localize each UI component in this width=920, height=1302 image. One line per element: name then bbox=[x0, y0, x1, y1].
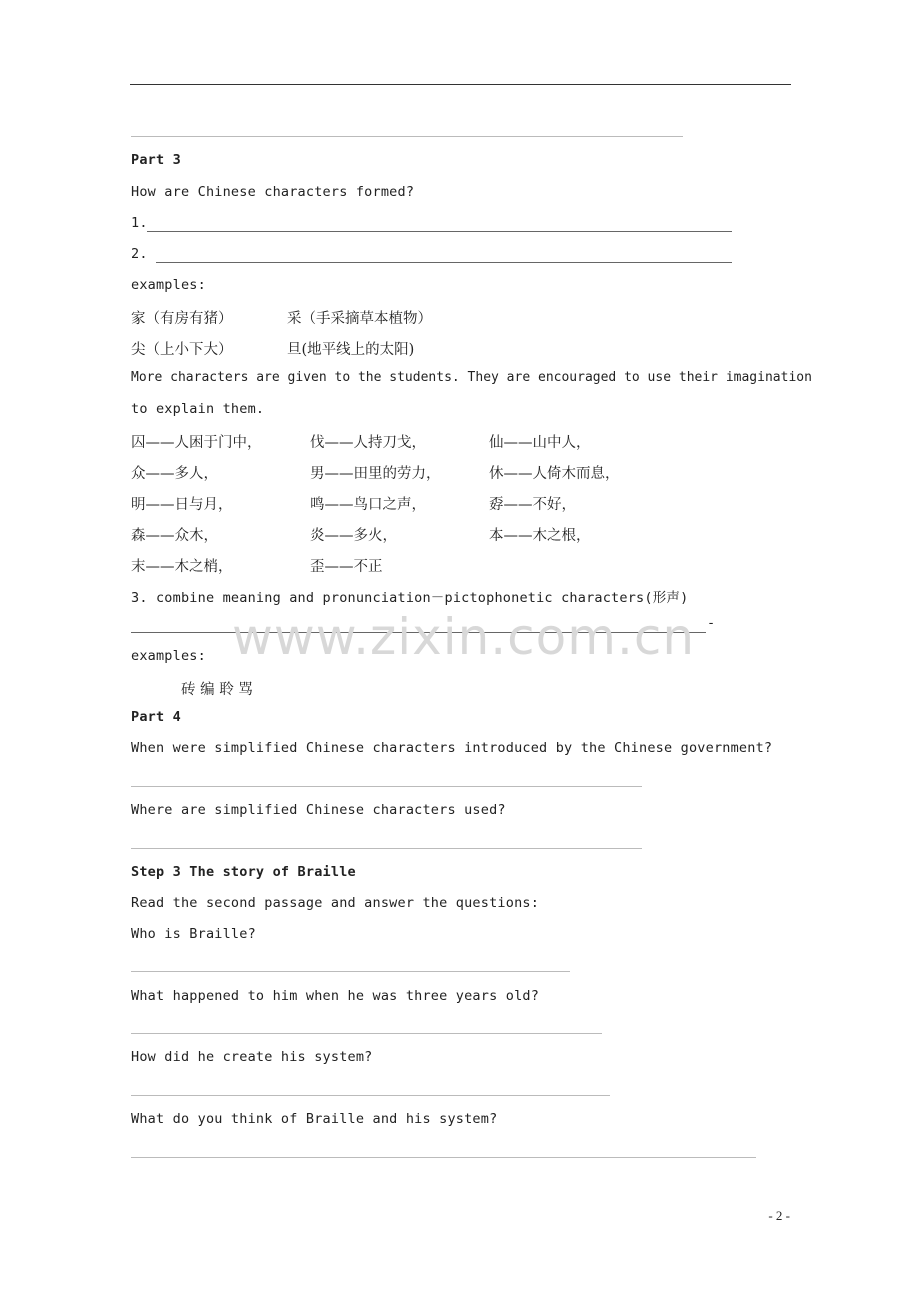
grid-cell: 仙——山中人， bbox=[489, 435, 591, 451]
paragraph-line: More characters are given to the students. They are encouraged to use their imagination bbox=[131, 370, 812, 385]
grid-cell: 末——木之梢， bbox=[131, 559, 233, 575]
answer-line bbox=[131, 971, 570, 972]
question: Where are simplified Chinese characters used? bbox=[131, 802, 506, 818]
example-item: 家（有房有猪） bbox=[131, 311, 233, 327]
instruction: Read the second passage and answer the questions: bbox=[131, 895, 540, 911]
part3-question: How are Chinese characters formed? bbox=[131, 184, 415, 200]
header-rule bbox=[130, 84, 791, 85]
item-2-label: 2. bbox=[131, 246, 148, 262]
grid-cell: 鸣——鸟口之声， bbox=[310, 497, 426, 513]
part3-heading: Part 3 bbox=[131, 152, 181, 168]
examples-label: examples: bbox=[131, 648, 206, 664]
grid-cell: 伐——人持刀戈， bbox=[310, 435, 426, 451]
grid-cell: 囚——人困于门中， bbox=[131, 435, 262, 451]
answer-line bbox=[131, 136, 683, 137]
grid-cell: 森——众木， bbox=[131, 528, 218, 544]
question: When were simplified Chinese characters introduced by the Chinese government? bbox=[131, 740, 773, 756]
grid-cell: 本——木之根， bbox=[489, 528, 591, 544]
answer-line bbox=[156, 262, 732, 263]
example-item: 尖（上小下大） bbox=[131, 342, 233, 358]
grid-cell: 炎——多火， bbox=[310, 528, 397, 544]
paragraph-line: to explain them. bbox=[131, 401, 265, 417]
example-item: 采（手采摘草本植物） bbox=[287, 311, 432, 327]
example-characters: 砖 编 聆 骂 bbox=[181, 682, 253, 698]
answer-line bbox=[147, 231, 732, 232]
answer-line bbox=[131, 1157, 756, 1158]
trailing-dash: - bbox=[707, 615, 716, 631]
question: How did he create his system? bbox=[131, 1049, 373, 1065]
grid-cell: 众——多人， bbox=[131, 466, 218, 482]
grid-cell: 歪——不正 bbox=[310, 559, 383, 575]
answer-line bbox=[131, 786, 642, 787]
grid-cell: 男——田里的劳力， bbox=[310, 466, 441, 482]
part4-heading: Part 4 bbox=[131, 709, 181, 725]
item-1-label: 1. bbox=[131, 215, 148, 231]
answer-line bbox=[131, 848, 642, 849]
answer-line bbox=[131, 1033, 602, 1034]
page-number: - 2 - bbox=[768, 1208, 790, 1223]
step3-heading: Step 3 The story of Braille bbox=[131, 864, 356, 880]
answer-line bbox=[131, 1095, 610, 1096]
question: What happened to him when he was three years old? bbox=[131, 988, 540, 1004]
grid-cell: 孬——不好， bbox=[489, 497, 576, 513]
grid-cell: 休——人倚木而息， bbox=[489, 466, 620, 482]
watermark-text: www.zixin.com.cn bbox=[232, 608, 696, 666]
example-item: 旦(地平线上的太阳) bbox=[287, 342, 415, 358]
examples-label: examples: bbox=[131, 277, 206, 293]
question: Who is Braille? bbox=[131, 926, 256, 942]
grid-cell: 明——日与月， bbox=[131, 497, 233, 513]
question: What do you think of Braille and his system? bbox=[131, 1111, 498, 1127]
item-3-label: 3. combine meaning and pronunciation－pictophonetic characters(形声) bbox=[131, 590, 689, 606]
